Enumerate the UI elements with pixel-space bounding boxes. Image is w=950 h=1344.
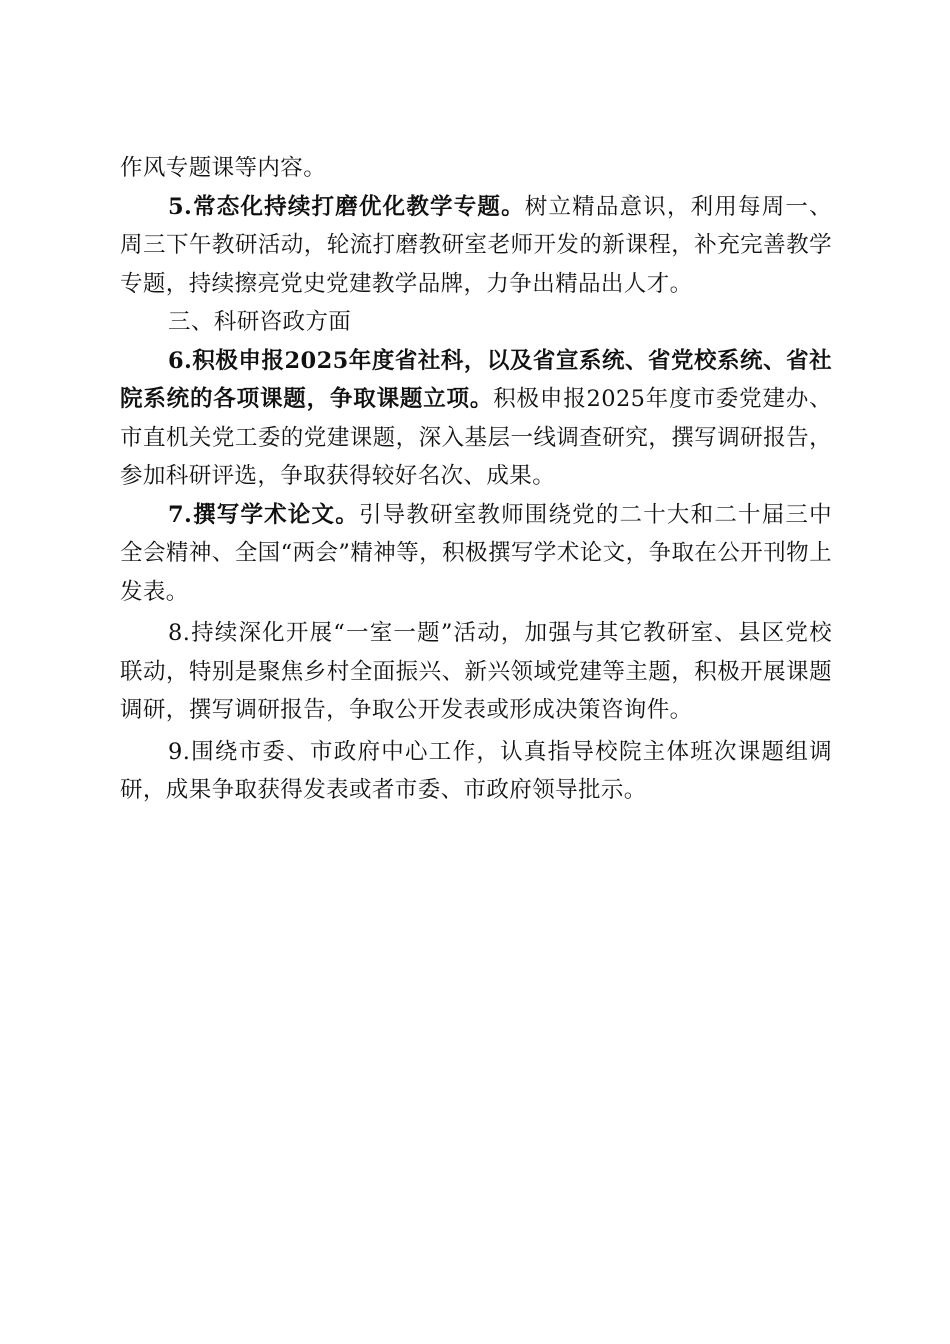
section-heading-text: 三、科研咨政方面 [168,309,352,335]
paragraph-text: 积极申报2025年度市委党建办、市直机关党工委的党建课题，深入基层一线调查研究，撰写调研报告，参加科研评选，争取获得较好名次、成果。 [120,386,832,489]
paragraph-item-7 [120,496,832,612]
document-body [120,149,832,810]
paragraph-item-6 [120,342,832,496]
paragraph-text: 作风专题课等内容。 [120,155,327,181]
paragraph-heading: 6.积极申报2025年度省社科，以及省宣系统、省党校系统、省社院系统的各项课题，争取课题立项。 [120,347,832,412]
section-heading [120,303,832,342]
paragraph-item-9 [120,733,832,810]
paragraph-text: 8.持续深化开展“一室一题”活动，加强与其它教研室、县区党校联动，特别是聚焦乡村全面振兴、新兴领域党建等主题，积极开展课题调研，撰写调研报告，争取公开发表或形成决策咨询件。 [120,620,832,723]
paragraph-text: 9.围绕市委、市政府中心工作，认真指导校院主体班次课题组调研，成果争取获得发表或者市委、市政府领导批示。 [120,738,832,803]
paragraph-item-8 [120,614,832,730]
paragraph-heading: 7.撰写学术论文。 [168,501,359,528]
paragraph-text: 引导教研室教师围绕党的二十大和二十届三中全会精神、全国“两会”精神等，积极撰写学术论文，争取在公开刊物上发表。 [120,501,832,605]
paragraph-text: 树立精品意识，利用每周一、周三下午教研活动，轮流打磨教研室老师开发的新课程，补充完善教学专题，持续擦亮党史党建教学品牌，力争出精品出人才。 [120,193,833,297]
paragraph-continuation [120,149,832,188]
paragraph-item-5 [120,188,832,304]
paragraph-heading: 5.常态化持续打磨优化教学专题。 [168,193,525,220]
